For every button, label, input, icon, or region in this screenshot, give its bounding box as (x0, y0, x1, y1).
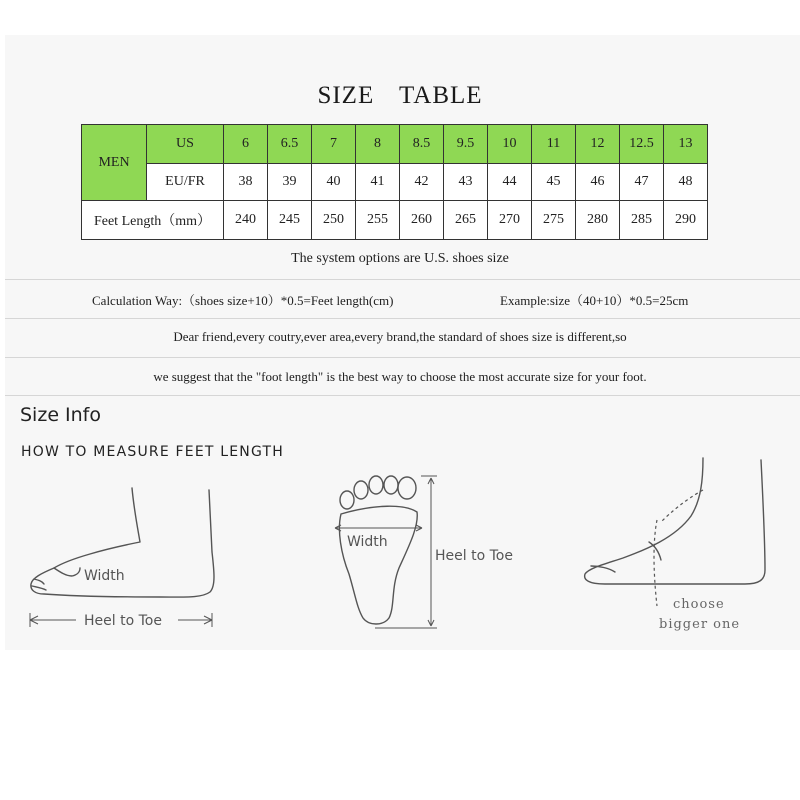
feet-length-cell: 250 (312, 201, 356, 240)
eu-size-cell: 42 (400, 164, 444, 201)
divider (5, 318, 800, 319)
us-size-cell: 12.5 (620, 125, 664, 164)
feet-length-cell: 245 (268, 201, 312, 240)
men-cell: MEN (82, 125, 147, 201)
eu-size-cell: 46 (576, 164, 620, 201)
divider (5, 357, 800, 358)
choose-label: choose (673, 597, 725, 612)
measure-heading: HOW TO MEASURE FEET LENGTH (21, 444, 285, 460)
page-title: SIZE TABLE (317, 82, 483, 109)
foot-choose-size-illustration (575, 450, 775, 640)
us-size-cell: 8 (356, 125, 400, 164)
feet-length-cell: 280 (576, 201, 620, 240)
us-size-cell: 12 (576, 125, 620, 164)
feet-length-cell: 240 (224, 201, 268, 240)
table-row-eu (82, 164, 708, 201)
us-size-cell: 8.5 (400, 125, 444, 164)
eu-size-cell: 41 (356, 164, 400, 201)
sole-width-label: Width (347, 534, 388, 550)
foot-sole-view-illustration (325, 470, 535, 640)
size-info-heading: Size Info (20, 404, 102, 426)
divider (5, 279, 800, 280)
feet-length-cell: 285 (620, 201, 664, 240)
width-label: Width (84, 568, 125, 584)
feet-length-cell: 255 (356, 201, 400, 240)
us-size-cell: 6 (224, 125, 268, 164)
eu-size-cell: 45 (532, 164, 576, 201)
us-size-cell: 11 (532, 125, 576, 164)
eu-size-cell: 43 (444, 164, 488, 201)
system-note: The system options are U.S. shoes size (291, 251, 509, 266)
eu-size-cell: 44 (488, 164, 532, 201)
suggest-note: we suggest that the "foot length" is the best way to choose the most accurate size for your foot. (153, 369, 647, 384)
us-size-cell: 6.5 (268, 125, 312, 164)
foot-side-view-illustration (20, 480, 230, 640)
eu-size-cell: 48 (664, 164, 708, 201)
us-size-cell: 9.5 (444, 125, 488, 164)
sole-heel-to-toe-label: Heel to Toe (435, 548, 513, 564)
table-row-feet-length (82, 201, 708, 240)
eufr-label-cell: EU/FR (147, 164, 224, 201)
table-row-us (82, 125, 708, 164)
heel-to-toe-label: Heel to Toe (84, 613, 162, 629)
feet-length-cell: 290 (664, 201, 708, 240)
dear-friend-note: Dear friend,every coutry,ever area,every brand,the standard of shoes size is different,so (173, 329, 627, 344)
divider (5, 395, 800, 396)
eu-size-cell: 47 (620, 164, 664, 201)
eu-size-cell: 38 (224, 164, 268, 201)
us-label-cell: US (147, 125, 224, 164)
example-note: Example:size（40+10）*0.5=25cm (500, 293, 689, 308)
eu-size-cell: 40 (312, 164, 356, 201)
feet-length-cell: 260 (400, 201, 444, 240)
feet-length-cell: 275 (532, 201, 576, 240)
us-size-cell: 10 (488, 125, 532, 164)
us-size-cell: 13 (664, 125, 708, 164)
feet-length-cell: 265 (444, 201, 488, 240)
bigger-one-label: bigger one (659, 617, 741, 632)
eu-size-cell: 39 (268, 164, 312, 201)
us-size-cell: 7 (312, 125, 356, 164)
calculation-note: Calculation Way:（shoes size+10）*0.5=Feet length(cm) (92, 293, 394, 308)
feet-length-label-cell: Feet Length（mm） (82, 201, 224, 240)
feet-length-cell: 270 (488, 201, 532, 240)
size-table (81, 124, 708, 240)
